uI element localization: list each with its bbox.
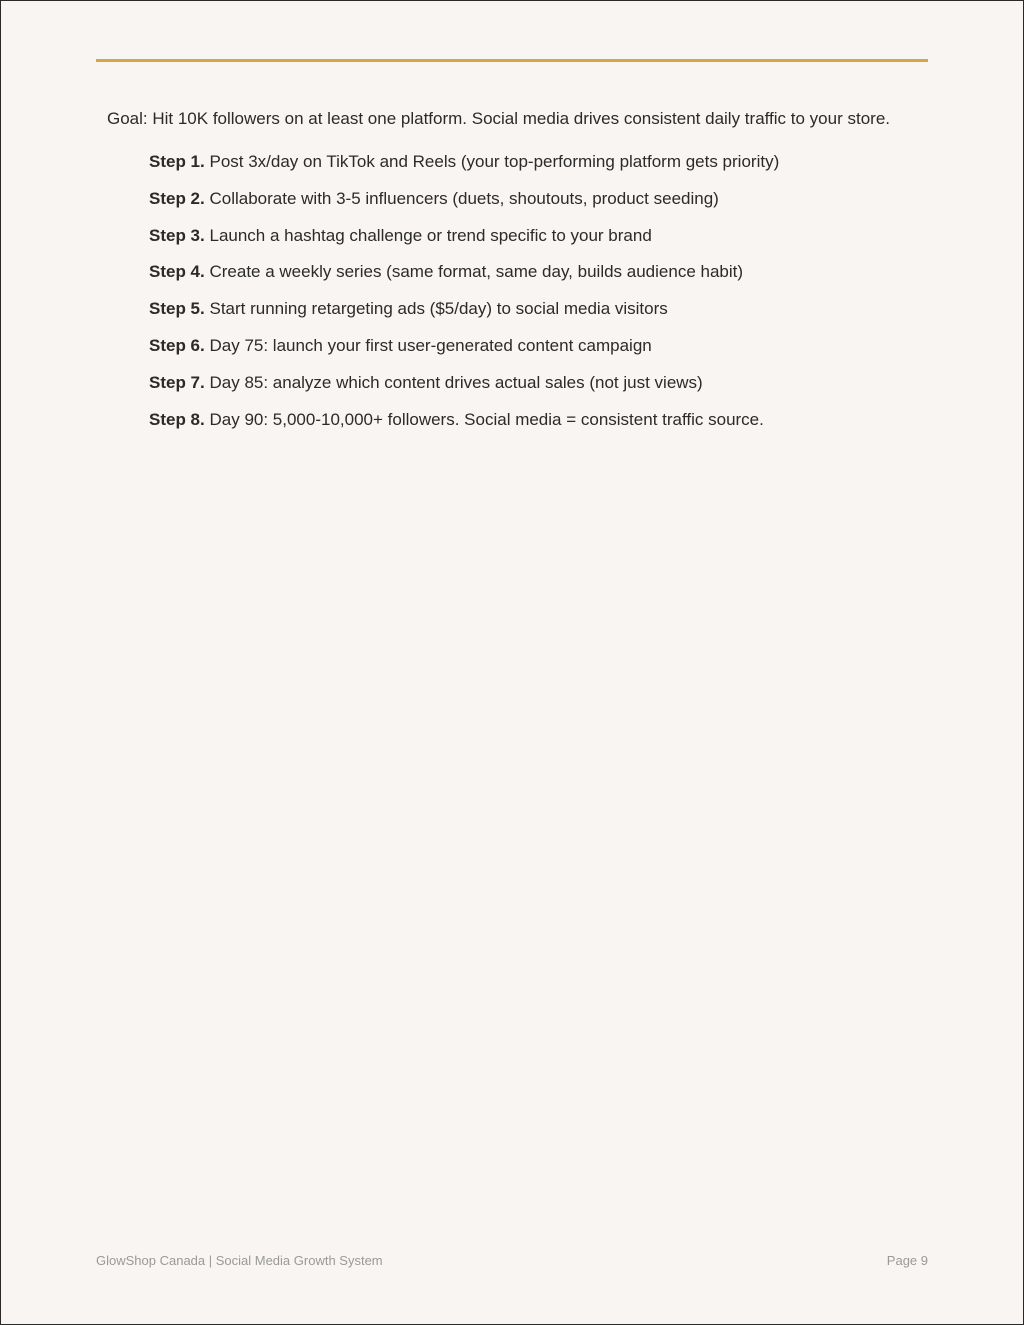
header-divider xyxy=(96,59,928,62)
step-item xyxy=(149,224,779,248)
step-list xyxy=(149,150,779,444)
step-label: Step 2. xyxy=(149,188,205,208)
step-text: Day 85: analyze which content drives actual sales (not just views) xyxy=(209,372,703,392)
step-text: Start running retargeting ads ($5/day) to social media visitors xyxy=(209,299,668,319)
step-text: Launch a hashtag challenge or trend specific to your brand xyxy=(209,225,652,245)
step-text: Post 3x/day on TikTok and Reels (your top-performing platform gets priority) xyxy=(209,152,780,171)
footer-title: GlowShop Canada | Social Media Growth System xyxy=(96,1253,383,1268)
step-label: Step 5. xyxy=(149,299,205,319)
step-label: Step 3. xyxy=(149,225,205,245)
step-item xyxy=(149,408,779,432)
page-number: Page 9 xyxy=(886,1253,928,1268)
step-label: Step 6. xyxy=(149,335,205,355)
step-item xyxy=(149,371,779,395)
step-item xyxy=(149,187,779,211)
step-text: Create a weekly series (same format, same day, builds audience habit) xyxy=(209,262,744,282)
step-text: Collaborate with 3-5 influencers (duets, shoutouts, product seeding) xyxy=(209,188,719,208)
step-label: Step 7. xyxy=(149,372,205,392)
step-text: Day 90: 5,000-10,000+ followers. Social media = consistent traffic source. xyxy=(209,409,764,429)
step-label: Step 4. xyxy=(149,262,205,282)
step-item xyxy=(149,150,779,174)
step-item xyxy=(149,334,779,358)
goal-text: Goal: Hit 10K followers on at least one platform. Social media drives consistent daily traffic to your store. xyxy=(107,109,890,128)
step-label: Step 8. xyxy=(149,409,205,429)
step-label: Step 1. xyxy=(149,152,205,171)
step-item xyxy=(149,260,779,284)
step-text: Day 75: launch your first user-generated content campaign xyxy=(209,335,652,355)
step-item xyxy=(149,297,779,321)
